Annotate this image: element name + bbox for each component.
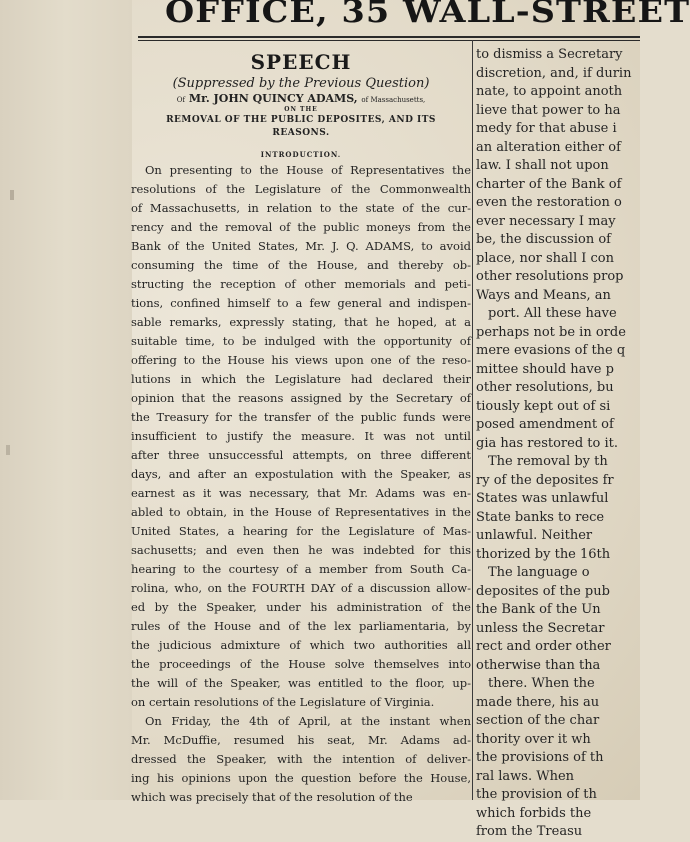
body-text-line: made there, his au [476, 694, 600, 710]
page-crease-mark [6, 445, 10, 455]
body-text-line: On Friday, the 4th of April, at the instant when [145, 714, 471, 728]
body-text-line: to dismiss a Secretary [476, 47, 623, 62]
masthead-rule [138, 36, 640, 38]
body-text-line: ed by the Speaker, under his administration of the [131, 600, 471, 614]
body-text-line: State banks to rece [476, 509, 605, 525]
byline-prefix: Of [176, 96, 186, 104]
body-text-line: on certain resolutions of the Legislature of Virginia. [131, 695, 435, 709]
byline-suffix: of Massachusetts, [361, 96, 426, 104]
body-text-line: of Massachusetts, in relation to the state of the cur- [131, 201, 471, 215]
body-text-line: nate, to appoint anoth [476, 84, 623, 99]
body-text-line: the provisions of th [476, 750, 604, 765]
body-text-line: thorized by the 16th [476, 546, 611, 562]
body-text-line: the provision of th [476, 787, 597, 802]
body-text-line: suitable time, to be indulged with the opportunity of [131, 334, 471, 348]
body-text-line: insufficient to justify the measure. It was not until [131, 429, 471, 443]
body-text-line: tions, confined himself to a few general and indispen- [131, 296, 471, 310]
body-text-line: The removal by th [488, 454, 608, 469]
body-text-line: mittee should have p [476, 361, 614, 377]
body-text-line: The language o [488, 565, 590, 580]
body-text-line: port. All these have [488, 306, 617, 321]
body-text-line: sachusetts; and even then he was indebted for this [131, 543, 471, 557]
body-text-line: which forbids the [476, 805, 592, 821]
masthead: OFFICE, 35 WALL-STREET [165, 0, 690, 30]
article-byline [131, 92, 471, 105]
body-text-line: Mr. McDuffie, resumed his seat, Mr. Adams ad- [131, 733, 471, 747]
body-text-line: otherwise than tha [476, 657, 601, 673]
body-text-line: dressed the Speaker, with the intention of deliver- [131, 752, 471, 766]
body-text-line: discretion, and, if durin [476, 65, 632, 81]
byline-name: Mr. JOHN QUINCY ADAMS, [188, 92, 358, 105]
column-divider [472, 40, 473, 800]
body-text-line: other resolutions prop [476, 269, 624, 284]
body-text-line: which was precisely that of the resolution of the [131, 790, 413, 804]
body-text-line: rect and order other [476, 639, 611, 654]
body-text-line: opinion that the reasons assigned by the Secretary of [131, 391, 471, 405]
body-text-line: posed amendment of [476, 417, 614, 432]
section-heading: INTRODUCTION. [260, 150, 342, 159]
body-text-line: perhaps not be in orde [476, 324, 626, 340]
body-text-line: from the Treasu [476, 824, 583, 839]
body-text-line: the judicious admixture of which two authorities all [131, 638, 471, 652]
body-text-line: rency and the removal of the public moneys from the [131, 220, 471, 234]
page-crease-mark [10, 190, 14, 200]
body-text-line: thority over it wh [476, 731, 591, 747]
body-text-line: unlawful. Neither [476, 528, 593, 543]
article-column-left [131, 44, 471, 807]
article-subject: REMOVAL OF THE PUBLIC DEPOSITES, AND ITS REASONS. [166, 115, 436, 138]
body-text-line: medy for that abuse i [476, 121, 617, 136]
body-text-line: States was unlawful [476, 491, 609, 506]
body-text-line: there. When the [488, 676, 595, 691]
body-text-line: the Bank of the Un [476, 602, 601, 617]
body-text-line: gia has restored to it. [476, 435, 618, 451]
body-text-line: On presenting to the House of Representatives the [145, 163, 471, 177]
article-title: SPEECH [250, 50, 352, 74]
body-text-line: abled to obtain, in the House of Representatives in the [131, 505, 471, 519]
body-text-line: law. I shall not upon [476, 158, 609, 173]
body-text-line: ral laws. When [476, 768, 575, 784]
body-text-line: even the restoration o [476, 195, 622, 210]
body-text-line: charter of the Bank of [476, 176, 622, 192]
body-text-line: Ways and Means, an [476, 287, 611, 303]
body-text-line: hearing to the courtesy of a member from South Ca- [131, 562, 471, 576]
body-text-line: rules of the House and of the lex parliamentaria, by [131, 619, 471, 633]
page-margin [0, 0, 132, 800]
body-text-line: deposites of the pub [476, 583, 610, 599]
article-on-the: ON THE [284, 106, 318, 113]
body-text-line: tiously kept out of si [476, 398, 611, 414]
body-text-line: consuming the time of the House, and thereby ob- [131, 258, 471, 272]
article-subtitle: (Suppressed by the Previous Question) [172, 76, 430, 91]
body-text-line: offering to the House his views upon one of the reso- [131, 353, 471, 367]
body-text-line: the proceedings of the House solve themselves into [131, 657, 471, 671]
body-text-line: resolutions of the Legislature of the Commonwealth [131, 182, 471, 196]
body-text-line: place, nor shall I con [476, 250, 615, 266]
article-column-right [476, 44, 640, 839]
body-text-line: Bank of the United States, Mr. J. Q. ADAMS, to avoid [131, 239, 471, 253]
body-text-line: after three unsuccessful attempts, on three different [131, 448, 471, 462]
body-text-line: rolina, who, on the FOURTH DAY of a discussion allow- [131, 581, 471, 595]
body-text-line: unless the Secretar [476, 620, 605, 636]
body-text-line: sable remarks, expressly stating, that he hoped, at a [131, 315, 471, 329]
body-text-line: ever necessary I may [476, 213, 616, 229]
body-text-line: section of the char [476, 713, 600, 728]
body-text-line: mere evasions of the q [476, 343, 626, 358]
body-text-line: the will of the Speaker, was entitled to the floor, up- [131, 676, 471, 690]
masthead-rule-thin [138, 40, 640, 41]
body-text-line: be, the discussion of [476, 232, 611, 247]
body-text-line: lutions in which the Legislature had declared their [131, 372, 471, 386]
body-text-line: United States, a hearing for the Legislature of Mas- [131, 524, 471, 538]
body-text-line: structing the reception of other memorials and peti- [131, 277, 471, 291]
article-body-right [476, 46, 640, 842]
article-body-left [131, 161, 471, 807]
body-text-line: ing his opinions upon the question before the House, [131, 771, 471, 785]
body-text-line: earnest as it was necessary, that Mr. Adams was en- [131, 486, 471, 500]
body-text-line: days, and after an expostulation with the Speaker, as [131, 467, 471, 481]
body-text-line: other resolutions, bu [476, 380, 614, 395]
body-text-line: ry of the deposites fr [476, 472, 614, 488]
body-text-line: an alteration either of [476, 139, 621, 155]
body-text-line: lieve that power to ha [476, 102, 621, 118]
body-text-line: the Treasury for the transfer of the public funds were [131, 410, 471, 424]
